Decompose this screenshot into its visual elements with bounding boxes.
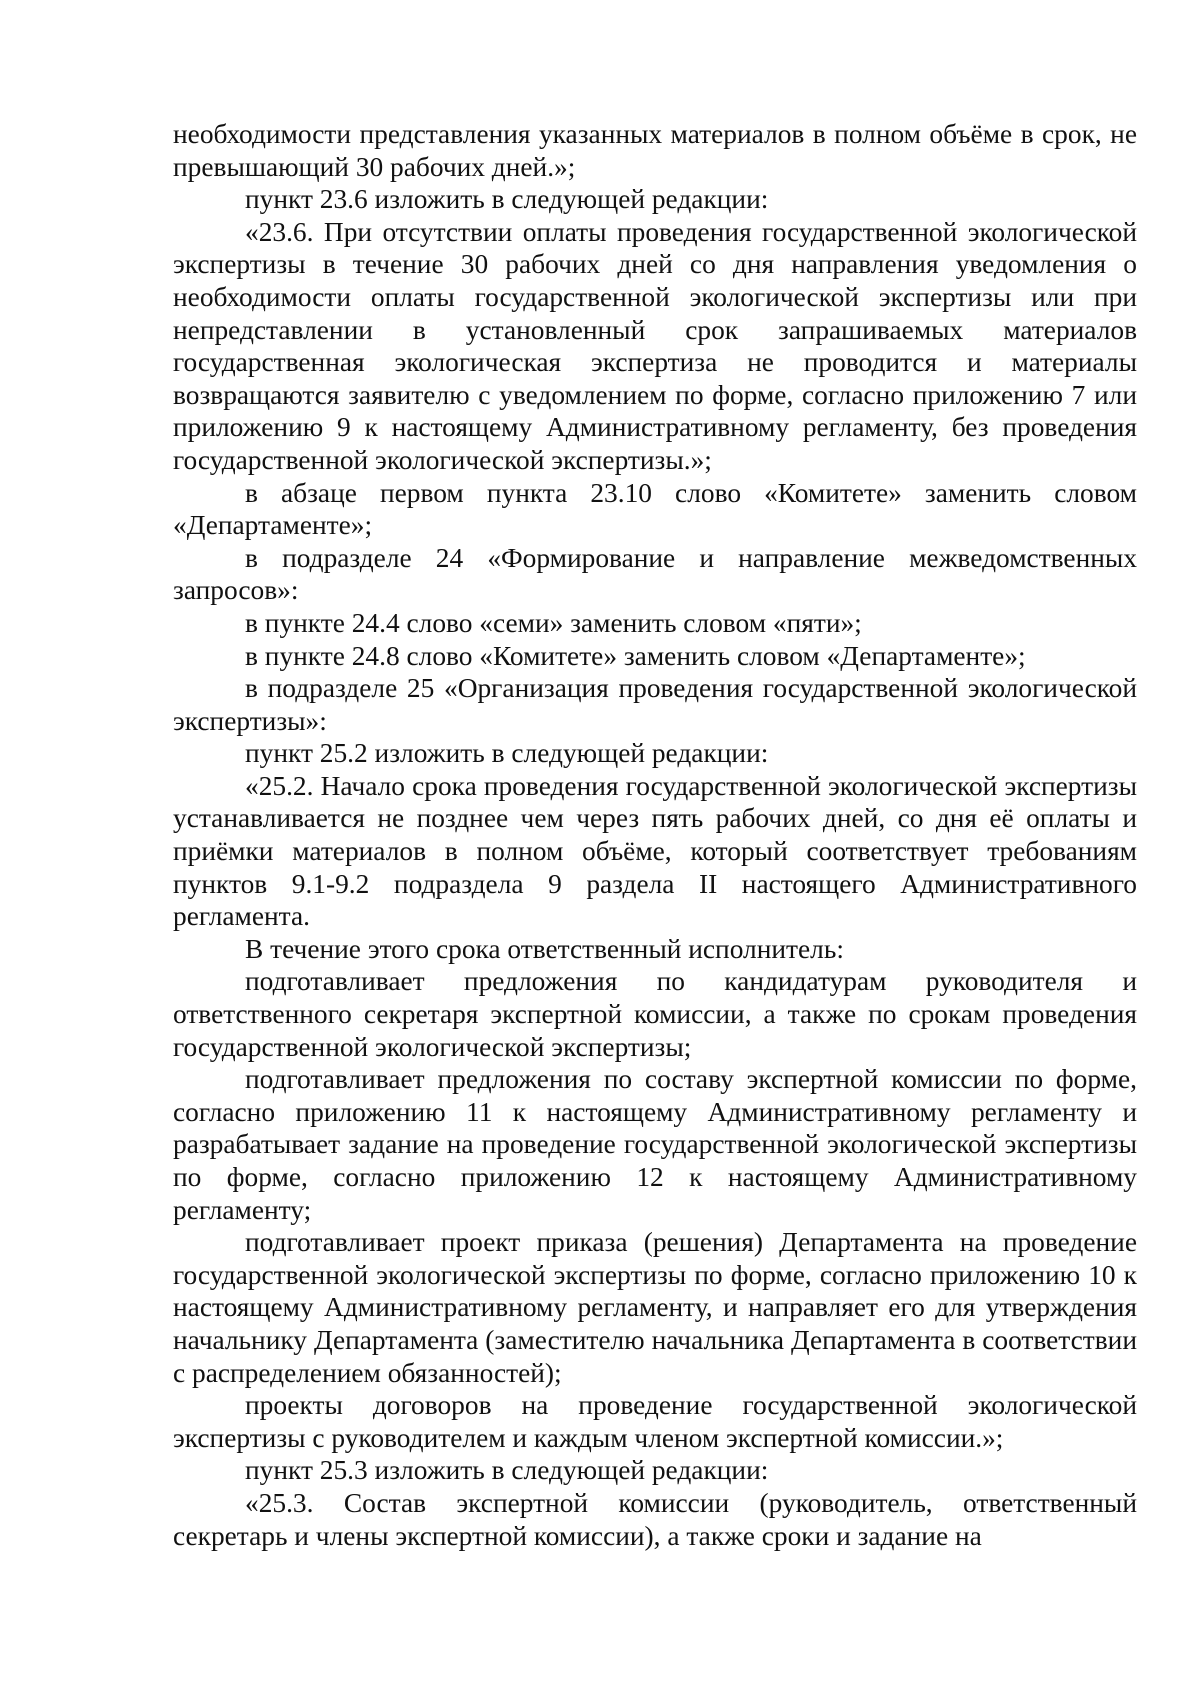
paragraph: подготавливает проект приказа (решения) Департамента на проведение государственной экологической экспертизы по форме, согласно приложению 10 к настоящему Административному регламенту, и направляет его для утверждения начальнику Департамента (заместителю начальника Департамента в соответствии с распределением обязанностей); [173, 1227, 1137, 1388]
paragraph: пункт 25.2 изложить в следующей редакции: [245, 738, 769, 769]
paragraph: в абзаце первом пункта 23.10 слово «Комитете» заменить словом «Департаменте»; [173, 477, 1137, 541]
paragraph: «23.6. При отсутствии оплаты проведения государственной экологической экспертизы в течение 30 рабочих дней со дня направления уведомления о необходимости оплаты государственной экологической экспертизы или при непредставлении в установленный срок запрашиваемых материалов государственная экологическая экспертиза не проводится и материалы возвращаются заявителю с уведомлением по форме, согласно приложению 7 или приложению 9 к настоящему Административному регламенту, без проведения государственной экологической экспертизы.»; [173, 216, 1137, 475]
paragraph: В течение этого срока ответственный исполнитель: [245, 933, 844, 964]
paragraph: необходимости представления указанных материалов в полном объёме в срок, не превышающий 30 рабочих дней.»; [173, 119, 1137, 182]
paragraph: в пункте 24.8 слово «Комитете» заменить словом «Департаменте»; [245, 640, 1026, 671]
paragraph: в пункте 24.4 слово «семи» заменить словом «пяти»; [245, 607, 862, 638]
paragraph: подготавливает предложения по кандидатурам руководителя и ответственного секретаря экспертной комиссии, а также по срокам проведения государственной экологической экспертизы; [173, 966, 1137, 1062]
paragraph: «25.3. Состав экспертной комиссии (руководитель, ответственный секретарь и члены экспертной комиссии), а также сроки и задание на [173, 1487, 1137, 1551]
paragraph: «25.2. Начало срока проведения государственной экологической экспертизы устанавливается не позднее чем через пять рабочих дней, со дня её оплаты и приёмки материалов в полном объёме, который соответствует требованиям пунктов 9.1-9.2 подраздела 9 раздела II настоящего Административного регламента. [173, 770, 1137, 932]
paragraph: в подразделе 25 «Организация проведения государственной экологической экспертизы»: [173, 673, 1137, 736]
document-page [173, 118, 1137, 1552]
paragraph: в подразделе 24 «Формирование и направление межведомственных запросов»: [173, 542, 1137, 606]
paragraph: пункт 25.3 изложить в следующей редакции: [245, 1455, 769, 1486]
paragraph: проекты договоров на проведение государственной экологической экспертизы с руководителем и каждым членом экспертной комиссии.»; [173, 1390, 1137, 1453]
paragraph: пункт 23.6 изложить в следующей редакции: [245, 184, 769, 215]
paragraph: подготавливает предложения по составу экспертной комиссии по форме, согласно приложению 11 к настоящему Административному регламенту и разрабатывает задание на проведение государственной экологической экспертизы по форме, согласно приложению 12 к настоящему Административному регламенту; [173, 1064, 1137, 1225]
